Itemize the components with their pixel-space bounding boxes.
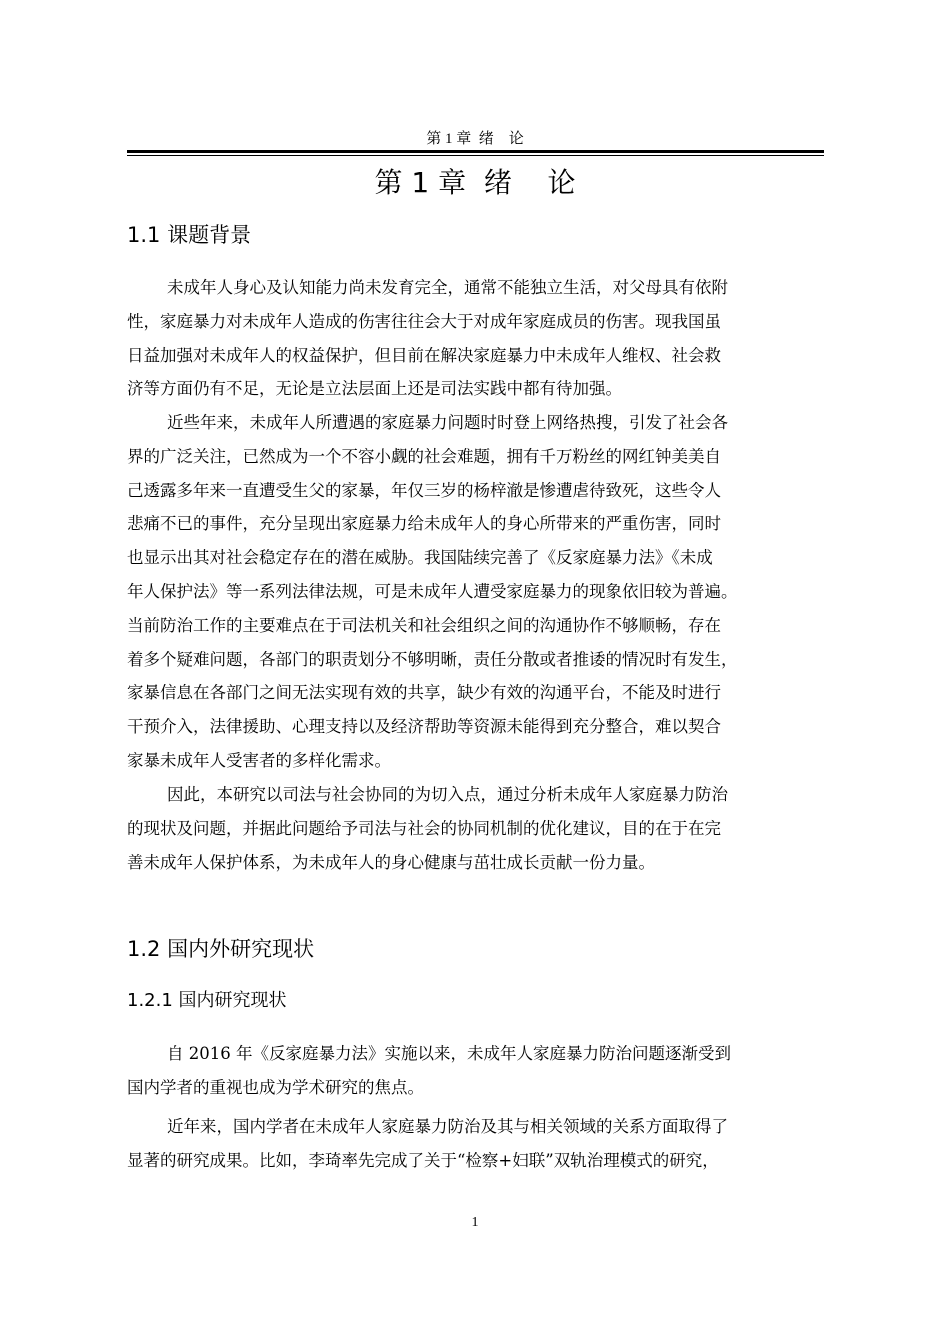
page-number: 1 [471, 1215, 479, 1230]
header-rule-thin [127, 155, 824, 156]
paragraph-line: 善未成年人保护体系，为未成年人的身心健康与茁壮成长贡献一份力量。 [127, 852, 655, 872]
running-header: 第 1 章 绪 论 [426, 131, 524, 147]
paragraph-line: 己透露多年来一直遭受生父的家暴，年仅三岁的杨梓澈是惨遭虐待致死，这些令人 [127, 480, 721, 500]
paragraph-line: 性，家庭暴力对未成年人造成的伤害往往会大于对成年家庭成员的伤害。现我国虽 [127, 311, 721, 331]
paragraph-line: 近年来，国内学者在未成年人家庭暴力防治及其与相关领域的关系方面取得了 [167, 1117, 728, 1136]
section-heading-1-2: 1.2 国内外研究现状 [127, 937, 315, 961]
paragraph-line: 着多个疑难问题，各部门的职责划分不够明晰，责任分散或者推诿的情况时有发生， [127, 649, 738, 669]
paragraph-line: 干预介入，法律援助、心理支持以及经济帮助等资源未能得到充分整合，难以契合 [127, 717, 721, 737]
paragraph-4 [127, 1037, 824, 1105]
chapter-title: 第 1 章 绪 论 [374, 166, 576, 199]
paragraph-line: 的现状及问题，并据此问题给予司法与社会的协同机制的优化建议，目的在于在完 [127, 818, 721, 838]
paragraph-5 [127, 1110, 824, 1178]
paragraph-line: 未成年人身心及认知能力尚未发育完全，通常不能独立生活，对父母具有依附 [167, 278, 728, 297]
paragraph-line: 近些年来，未成年人所遭遇的家庭暴力问题时时登上网络热搜，引发了社会各 [167, 413, 728, 432]
paragraph-line: 界的广泛关注，已然成为一个不容小觑的社会难题，拥有千万粉丝的网红钟美美自 [127, 446, 721, 466]
paragraph-line: 家暴信息在各部门之间无法实现有效的共享，缺少有效的沟通平台，不能及时进行 [127, 683, 721, 703]
paragraph-line: 悲痛不已的事件，充分呈现出家庭暴力给未成年人的身心所带来的严重伤害，同时 [127, 514, 721, 534]
header-rule-thick [127, 150, 824, 153]
paragraph-line: 家暴未成年人受害者的多样化需求。 [127, 750, 391, 770]
section-heading-1-1: 1.1 课题背景 [127, 223, 252, 247]
paragraph-3 [127, 778, 824, 879]
paragraph-line: 自 2016 年《反家庭暴力法》实施以来，未成年人家庭暴力防治问题逐渐受到 [167, 1044, 731, 1063]
paragraph-line: 显著的研究成果。比如，李琦率先完成了关于“检察+妇联”双轨治理模式的研究， [127, 1150, 719, 1170]
paragraph-line: 济等方面仍有不足，无论是立法层面上还是司法实践中都有待加强。 [127, 379, 622, 399]
paragraph-line: 当前防治工作的主要难点在于司法机关和社会组织之间的沟通协作不够顺畅，存在 [127, 615, 721, 635]
paragraph-line: 因此，本研究以司法与社会协同的为切入点，通过分析未成年人家庭暴力防治 [167, 785, 728, 804]
paragraph-line: 也显示出其对社会稳定存在的潜在威胁。我国陆续完善了《反家庭暴力法》《未成 [127, 548, 713, 568]
paragraph-1 [127, 271, 824, 406]
paragraph-line: 年人保护法》等一系列法律法规，可是未成年人遭受家庭暴力的现象依旧较为普遍。 [127, 581, 738, 601]
paragraph-line: 国内学者的重视也成为学术研究的焦点。 [127, 1077, 424, 1097]
section-heading-1-2-1: 1.2.1 国内研究现状 [127, 990, 287, 1011]
paragraph-2 [127, 406, 824, 778]
paragraph-line: 日益加强对未成年人的权益保护，但目前在解决家庭暴力中未成年人维权、社会救 [127, 345, 721, 365]
